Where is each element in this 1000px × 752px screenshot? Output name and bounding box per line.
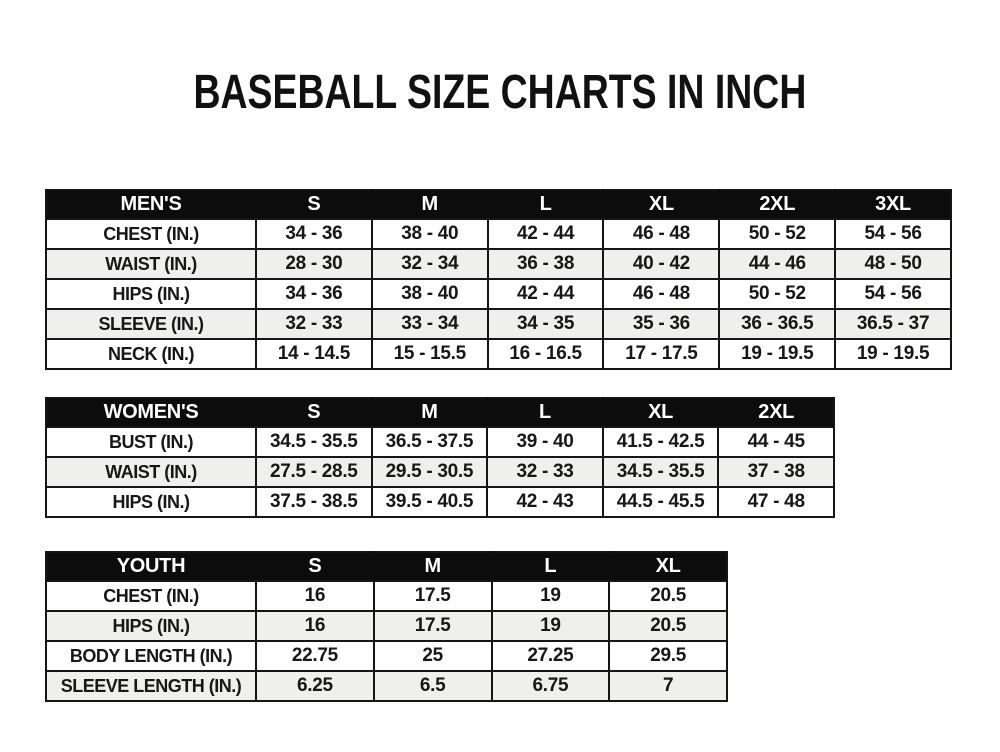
table-row bbox=[46, 427, 834, 457]
row-label: BODY LENGTH (IN.) bbox=[46, 641, 256, 671]
size-header-cell: L bbox=[492, 552, 610, 581]
row-label: BUST (IN.) bbox=[46, 427, 256, 457]
size-value-cell: 46 - 48 bbox=[603, 279, 719, 309]
size-value-cell: 29.5 bbox=[609, 641, 727, 671]
size-value-cell: 33 - 34 bbox=[372, 309, 488, 339]
size-value-cell: 16 bbox=[256, 581, 374, 611]
size-header-cell: M bbox=[372, 398, 488, 427]
size-header-cell: 2XL bbox=[719, 190, 835, 219]
size-value-cell: 32 - 33 bbox=[487, 457, 603, 487]
size-value-cell: 32 - 33 bbox=[256, 309, 372, 339]
size-value-cell: 7 bbox=[609, 671, 727, 701]
size-value-cell: 17.5 bbox=[374, 581, 492, 611]
size-value-cell: 46 - 48 bbox=[603, 219, 719, 249]
mens-size-table bbox=[45, 189, 952, 370]
row-label: CHEST (IN.) bbox=[46, 219, 256, 249]
size-value-cell: 17.5 bbox=[374, 611, 492, 641]
size-value-cell: 27.25 bbox=[492, 641, 610, 671]
table-row bbox=[46, 339, 951, 369]
size-value-cell: 38 - 40 bbox=[372, 219, 488, 249]
page-title bbox=[0, 0, 1000, 117]
youth-size-table bbox=[45, 551, 728, 702]
table-row bbox=[46, 641, 727, 671]
size-value-cell: 34 - 35 bbox=[488, 309, 604, 339]
table-row bbox=[46, 249, 951, 279]
size-value-cell: 48 - 50 bbox=[835, 249, 951, 279]
size-value-cell: 6.5 bbox=[374, 671, 492, 701]
size-header-cell: L bbox=[488, 190, 604, 219]
size-value-cell: 44 - 46 bbox=[719, 249, 835, 279]
size-value-cell: 34.5 - 35.5 bbox=[256, 427, 372, 457]
size-value-cell: 44.5 - 45.5 bbox=[603, 487, 719, 517]
size-header-cell: 2XL bbox=[718, 398, 834, 427]
size-value-cell: 36.5 - 37.5 bbox=[372, 427, 488, 457]
row-label: WAIST (IN.) bbox=[46, 457, 256, 487]
size-value-cell: 42 - 44 bbox=[488, 279, 604, 309]
size-value-cell: 42 - 43 bbox=[487, 487, 603, 517]
size-value-cell: 22.75 bbox=[256, 641, 374, 671]
header-row bbox=[46, 190, 951, 219]
size-value-cell: 29.5 - 30.5 bbox=[372, 457, 488, 487]
size-value-cell: 47 - 48 bbox=[718, 487, 834, 517]
size-value-cell: 35 - 36 bbox=[603, 309, 719, 339]
row-label: HIPS (IN.) bbox=[46, 611, 256, 641]
size-value-cell: 6.75 bbox=[492, 671, 610, 701]
size-value-cell: 40 - 42 bbox=[603, 249, 719, 279]
table-row bbox=[46, 279, 951, 309]
size-value-cell: 14 - 14.5 bbox=[256, 339, 372, 369]
size-value-cell: 32 - 34 bbox=[372, 249, 488, 279]
womens-size-table bbox=[45, 397, 835, 518]
size-value-cell: 50 - 52 bbox=[719, 279, 835, 309]
size-value-cell: 17 - 17.5 bbox=[603, 339, 719, 369]
size-value-cell: 41.5 - 42.5 bbox=[603, 427, 719, 457]
table-row bbox=[46, 611, 727, 641]
page-title-text: BASEBALL SIZE CHARTS IN INCH bbox=[193, 66, 807, 119]
size-header-cell: XL bbox=[603, 398, 719, 427]
table-title-cell: MEN'S bbox=[46, 190, 256, 219]
table-title-cell: YOUTH bbox=[46, 552, 256, 581]
size-value-cell: 15 - 15.5 bbox=[372, 339, 488, 369]
size-value-cell: 38 - 40 bbox=[372, 279, 488, 309]
header-row bbox=[46, 552, 727, 581]
row-label: CHEST (IN.) bbox=[46, 581, 256, 611]
size-value-cell: 19 - 19.5 bbox=[835, 339, 951, 369]
table-row bbox=[46, 219, 951, 249]
size-value-cell: 37.5 - 38.5 bbox=[256, 487, 372, 517]
row-label: SLEEVE LENGTH (IN.) bbox=[46, 671, 256, 701]
size-value-cell: 20.5 bbox=[609, 611, 727, 641]
size-value-cell: 19 bbox=[492, 611, 610, 641]
size-header-cell: L bbox=[487, 398, 603, 427]
size-value-cell: 36.5 - 37 bbox=[835, 309, 951, 339]
size-value-cell: 39.5 - 40.5 bbox=[372, 487, 488, 517]
row-label: HIPS (IN.) bbox=[46, 487, 256, 517]
size-header-cell: S bbox=[256, 552, 374, 581]
size-value-cell: 37 - 38 bbox=[718, 457, 834, 487]
size-value-cell: 36 - 36.5 bbox=[719, 309, 835, 339]
table-row bbox=[46, 309, 951, 339]
size-header-cell: S bbox=[256, 190, 372, 219]
size-value-cell: 27.5 - 28.5 bbox=[256, 457, 372, 487]
size-value-cell: 39 - 40 bbox=[487, 427, 603, 457]
size-value-cell: 25 bbox=[374, 641, 492, 671]
size-value-cell: 54 - 56 bbox=[835, 279, 951, 309]
row-label: HIPS (IN.) bbox=[46, 279, 256, 309]
size-value-cell: 34 - 36 bbox=[256, 279, 372, 309]
size-header-cell: XL bbox=[603, 190, 719, 219]
size-value-cell: 34 - 36 bbox=[256, 219, 372, 249]
size-value-cell: 20.5 bbox=[609, 581, 727, 611]
size-value-cell: 19 - 19.5 bbox=[719, 339, 835, 369]
size-header-cell: M bbox=[372, 190, 488, 219]
size-value-cell: 44 - 45 bbox=[718, 427, 834, 457]
size-value-cell: 16 bbox=[256, 611, 374, 641]
size-value-cell: 19 bbox=[492, 581, 610, 611]
size-value-cell: 36 - 38 bbox=[488, 249, 604, 279]
size-header-cell: S bbox=[256, 398, 372, 427]
table-row bbox=[46, 487, 834, 517]
size-value-cell: 6.25 bbox=[256, 671, 374, 701]
table-row bbox=[46, 457, 834, 487]
size-value-cell: 34.5 - 35.5 bbox=[603, 457, 719, 487]
row-label: NECK (IN.) bbox=[46, 339, 256, 369]
size-value-cell: 42 - 44 bbox=[488, 219, 604, 249]
table-title-cell: WOMEN'S bbox=[46, 398, 256, 427]
size-value-cell: 54 - 56 bbox=[835, 219, 951, 249]
row-label: SLEEVE (IN.) bbox=[46, 309, 256, 339]
size-header-cell: 3XL bbox=[835, 190, 951, 219]
row-label: WAIST (IN.) bbox=[46, 249, 256, 279]
size-header-cell: XL bbox=[609, 552, 727, 581]
size-header-cell: M bbox=[374, 552, 492, 581]
size-value-cell: 50 - 52 bbox=[719, 219, 835, 249]
table-row bbox=[46, 671, 727, 701]
header-row bbox=[46, 398, 834, 427]
table-row bbox=[46, 581, 727, 611]
size-value-cell: 28 - 30 bbox=[256, 249, 372, 279]
size-value-cell: 16 - 16.5 bbox=[488, 339, 604, 369]
